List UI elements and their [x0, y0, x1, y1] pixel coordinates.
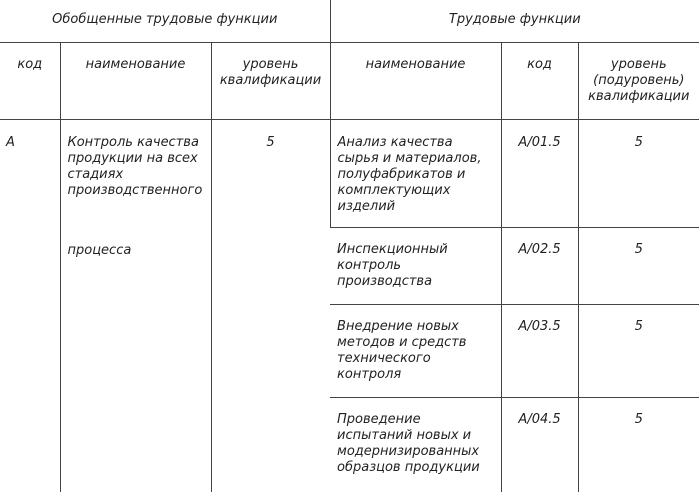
gen-name-cell: [60, 119, 211, 492]
func-level-cell: [578, 119, 699, 227]
generalized-functions-header: Обобщенные трудовые функции: [52, 12, 278, 27]
gen-level-cell: [211, 119, 330, 492]
col-func-code-cell: [501, 42, 578, 119]
labor-functions-header-cell: [330, 0, 699, 42]
func-level: 5: [634, 134, 643, 150]
col-gen-name-cell: [60, 42, 211, 119]
col-gen-code-cell: [0, 42, 60, 119]
col-func-code: код: [527, 56, 552, 72]
func-name-cell: [330, 397, 501, 492]
labor-functions-header: Трудовые функции: [448, 12, 581, 27]
func-level-cell: [578, 397, 699, 492]
col-func-level-cell: [578, 42, 699, 119]
func-code: A/04.5: [518, 411, 561, 427]
generalized-functions-header-cell: [0, 0, 330, 42]
col-gen-code: код: [17, 56, 43, 72]
func-code-cell: [501, 397, 578, 492]
gen-name-part2: процесса: [67, 242, 132, 258]
func-level: 5: [634, 318, 643, 334]
func-name-cell: [330, 119, 501, 227]
func-level: 5: [634, 241, 643, 257]
func-name: Проведение испытаний новых и модернизированных образцов продукции: [337, 411, 480, 475]
func-level-cell: [578, 304, 699, 397]
col-func-level: уровень (подуровень) квалификации: [588, 56, 690, 104]
func-name: Анализ качества сырья и материалов, полуфабрикатов и комплектующих изделий: [337, 134, 482, 214]
gen-code-cell: [0, 119, 60, 492]
col-func-name: наименование: [365, 56, 466, 72]
func-name: Внедрение новых методов и средств технического контроля: [337, 318, 467, 382]
func-name: Инспекционный контроль производства: [337, 241, 448, 289]
func-level: 5: [634, 411, 643, 427]
func-code: A/02.5: [518, 241, 561, 257]
col-gen-name: наименование: [85, 56, 186, 72]
func-name-cell: [330, 304, 501, 397]
column-header-row: [0, 42, 699, 119]
gen-name-part1: Контроль качества продукции на всех стадиях производственного: [67, 134, 203, 198]
table-row: [0, 119, 699, 227]
func-code: A/03.5: [518, 318, 561, 334]
func-code: A/01.5: [518, 134, 561, 150]
col-gen-level: уровень квалификации: [219, 56, 322, 88]
func-code-cell: [501, 304, 578, 397]
gen-level: 5: [266, 134, 275, 150]
col-gen-level-cell: [211, 42, 330, 119]
gen-code: A: [6, 134, 15, 150]
func-code-cell: [501, 227, 578, 304]
col-func-name-cell: [330, 42, 501, 119]
group-header-row: [0, 0, 699, 42]
func-level-cell: [578, 227, 699, 304]
func-code-cell: [501, 119, 578, 227]
func-name-cell: [330, 227, 501, 304]
